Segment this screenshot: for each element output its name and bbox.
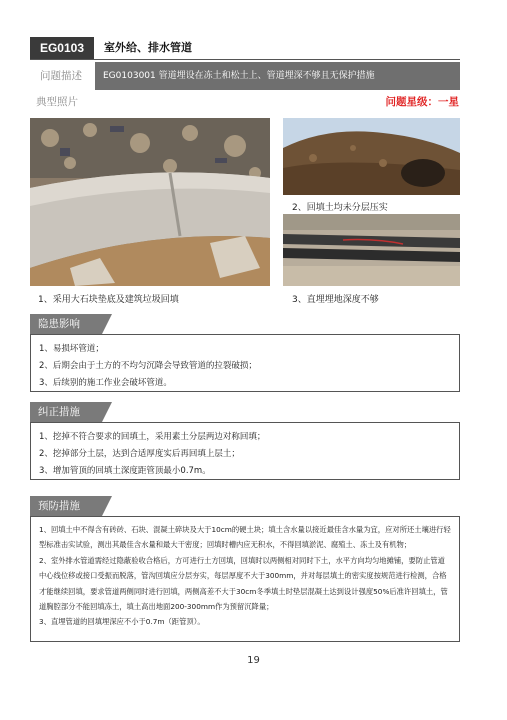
photos-label: 典型照片 xyxy=(36,96,78,108)
star-rating: 问题星级：一星 xyxy=(385,96,459,108)
list-item: 2、挖掉部分土层，达到合适厚度实后再回填上层土； xyxy=(39,449,240,459)
list-item: 1、挖掉不符合要求的回填土，采用素土分层两边对称回填； xyxy=(39,432,266,442)
list-item: 1、易损坏管道； xyxy=(39,344,104,354)
section-title: 室外给、排水管道 xyxy=(104,41,192,54)
page-header xyxy=(30,37,460,59)
correction-section-box xyxy=(30,422,460,480)
hazard-section-title: 隐患影响 xyxy=(30,314,102,334)
list-item: 3、后续别的施工作业会破坏管道。 xyxy=(39,378,172,388)
prevention-section-title: 预防措施 xyxy=(30,496,102,516)
list-item: 1、回填土中不得含有砖砖、石块、混凝土碎块及大于10cm的硬土块；填土含水量以接近最佳含水量为宜，应对所还土壤进行轻型标准击实试验，测出其最佳含水量和最大干密度；回填时槽内应无积水，不得回填淤泥、腐殖土、冻土及有机物； xyxy=(39,525,451,550)
header-divider xyxy=(30,59,460,60)
prevention-section-box xyxy=(30,516,460,642)
problem-label: 问题描述 xyxy=(40,70,82,82)
photo-caption-1: 1、采用大石块垫底及建筑垃圾回填 xyxy=(38,295,179,305)
list-item: 3、增加管顶的回填土深度距管顶最小0.7m。 xyxy=(39,466,211,476)
photo-caption-3: 3、直埋埋地深度不够 xyxy=(292,295,379,305)
list-item: 3、直埋管道的回填埋深应不小于0.7m（距管顶）。 xyxy=(39,617,205,627)
problem-description: EG0103001 管道埋设在冻土和松土上、管道埋深不够且无保护措施 xyxy=(95,62,460,90)
photo-caption-2: 2、回填土均未分层压实 xyxy=(292,203,388,213)
hazard-section-box xyxy=(30,334,460,392)
page-number: 19 xyxy=(247,655,260,666)
photo-backfill-soil xyxy=(283,118,460,195)
correction-section-title: 纠正措施 xyxy=(30,402,102,422)
issue-code: EG0103 xyxy=(30,37,94,59)
list-item: 2、后期会由于土方的不均匀沉降会导致管道的拉裂破损； xyxy=(39,361,257,371)
list-item: 2、室外排水管道需经过隐蔽验收合格后，方可进行土方回填，回填时以两侧相对同时下土，水平方向均匀地摊铺，要防止管道中心线位移或接口受振而脱落，管沟回填应分层夯实，每层厚度不大于300mm，并对每层填土的密实度按规范进行检测，合格才能继续回填，要求管道两侧同时进行回填，两侧高差不大于30cm冬季填土时垫层混凝土达到设计强度50%后准许回填土，管道胸腔部分不能回填冻土，填土高出地面200-300mm作为预留沉降量； xyxy=(39,555,448,612)
photo-shallow-pipes xyxy=(283,214,460,286)
photo-pipe-debris xyxy=(30,118,270,286)
